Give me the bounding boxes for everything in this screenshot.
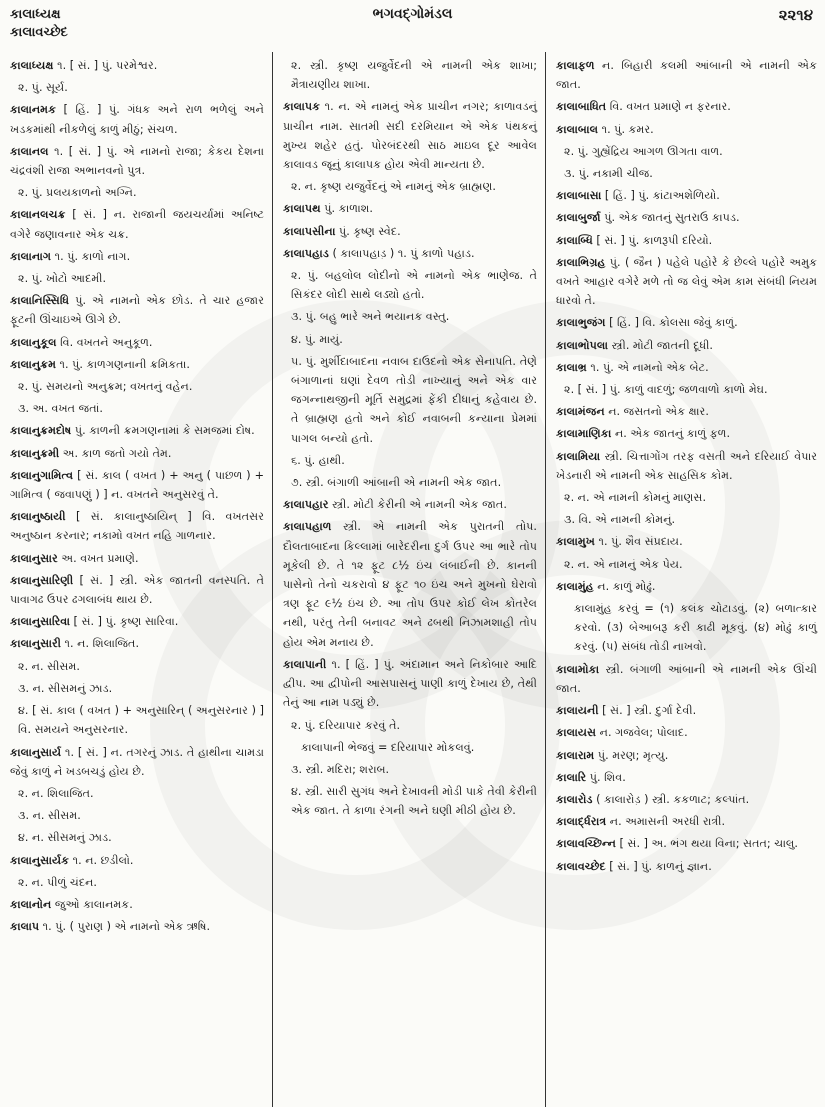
dictionary-entry — [10, 466, 264, 504]
dictionary-entry — [556, 660, 817, 698]
headword: કાલાપ — [10, 920, 40, 934]
dictionary-entry — [10, 507, 264, 545]
dictionary-entry — [283, 97, 537, 174]
headword: કાલાનુસારિણી — [10, 573, 74, 587]
headword: કાલાભુજંગ — [556, 316, 606, 330]
dictionary-entry — [10, 56, 264, 75]
usage-example: કાલાપાની ભેજવું = દરિયાપાર મોકલવું. — [301, 740, 475, 754]
headword: કાલાભોપલા — [556, 338, 609, 352]
sense-definition: ૩. સ્ત્રી. મદિરા; શરાબ. — [291, 762, 390, 776]
definition-text: ૧. પું. શૈવ સંપ્રદાય. — [594, 535, 683, 549]
definition-text: અ. વખત પ્રમાણે. — [57, 551, 139, 565]
sense-definition: ૩. અ. વખત જતાં. — [18, 402, 103, 416]
definition-text: ૧. પું. એ નામનો એક બેટ. — [586, 360, 709, 374]
definition-text: ૧. પું. ( પુરાણ ) એ નામનો એક ઋષિ. — [39, 920, 211, 934]
sense-definition: ૪. પું. માયું. — [291, 332, 343, 346]
column-1 — [0, 52, 273, 1107]
sense-definition: ૪. [ સં. કાલ ( વખત ) + અનુસારિન્ ( અનુસરનાર ) ] વિ. સમયને અનુસરનાર. — [18, 704, 264, 737]
sense-definition: ૩. ન. સીસમ. — [18, 809, 81, 823]
headword: કાલાર્દ્ધરાત્ર — [556, 815, 607, 829]
dictionary-entry — [10, 333, 264, 352]
definition-text: જુઓ કાલાનમક. — [51, 897, 133, 911]
headword: કાલાનુસાર — [10, 551, 58, 565]
guide-word-first: કાલાધ્યક્ષ — [10, 7, 61, 22]
headword: કાલાપહાર — [283, 498, 329, 512]
dictionary-entry — [556, 790, 817, 809]
headword: કાલાનુક્રમદોષ — [10, 424, 72, 438]
dictionary-entry — [10, 917, 264, 936]
headword: કાલાનુસાર્ય — [10, 745, 62, 759]
column-2 — [273, 52, 546, 1107]
definition-text: વિ. વખતને અનુકૂળ. — [56, 335, 153, 349]
headword: કાલાવચ્છિન્ન — [556, 837, 616, 851]
dictionary-entry — [283, 199, 537, 218]
sense-definition: ૨. સ્ત્રી. કૃષ્ણ યજુર્વેદની એ નામની એક શાખા; મૈત્રાયણીય શાખા. — [291, 59, 537, 92]
dictionary-entry — [10, 743, 264, 781]
sense-definition: ૫. પું. મુર્શીદાબાદના નવાબ દાઉદનો એક સેનાપતિ. તેણે બંગાળાનાં ઘણાં દેવળ તોડી નાખ્યાનું અને એક વાર જગન્નાથજીની મૂર્તિ સમુદ્રમાં ફેંકી દીધાનું કહેવાય છે. તે બ્રાહ્મણ હતો અને કોઈ નવાબની કન્યાના પ્રેમમાં પાગલ બન્યો હતો. — [291, 354, 537, 445]
definition-text: ૧. પું. કાળગણનાની ક્રમિકતા. — [55, 357, 190, 371]
dictionary-entry — [10, 549, 264, 568]
headword: કાલાભિગ્રહ — [556, 255, 606, 269]
sense-definition: ૨. પું. ગુહ્યેંદ્રિય આગળ ઊગતા વાળ. — [564, 144, 723, 158]
headword: કાલાપહાળ — [283, 520, 332, 534]
dictionary-entry — [556, 447, 817, 485]
dictionary-entry — [10, 291, 264, 329]
guide-word-last: કાલાવચ્છેદ — [10, 25, 68, 40]
definition-text: ૧. ન. છડીલો. — [69, 853, 134, 867]
definition-text: સ્ત્રી. મોટી જાતની દૂધી. — [608, 338, 713, 352]
definition-text: ( કાલારોડ઼ ) સ્ત્રી. કકળાટ; કલ્પાંત. — [592, 792, 750, 806]
headword: કાલાનાગ — [10, 249, 52, 263]
headword: કાલામોકા — [556, 662, 600, 676]
dictionary-entry — [283, 244, 537, 263]
dictionary-entry — [556, 358, 817, 377]
dictionary-entry — [10, 612, 264, 631]
headword: કાલાનુષ્ઠાયી — [10, 510, 66, 524]
dictionary-entry — [556, 56, 817, 94]
sense-definition: ૬. પું. હાથી. — [291, 453, 345, 467]
dictionary-entry — [556, 834, 817, 853]
headword: કાલાબ્ધિ — [556, 233, 593, 247]
headword: કાલારિ — [556, 770, 587, 784]
dictionary-entry — [283, 495, 537, 514]
definition-text: ન. ગજવેલ; પોલાદ. — [596, 726, 688, 740]
dictionary-entry — [10, 355, 264, 374]
sense-definition: ૨. પું. સૂર્ય. — [18, 81, 68, 95]
sense-definition: ૨. પું. ખોટો આદમી. — [18, 272, 107, 286]
definition-text: ૧. પું. કાળો નાગ. — [51, 249, 131, 263]
dictionary-entry — [556, 723, 817, 742]
dictionary-entry — [10, 100, 264, 138]
headword: કાલાપહાડ — [283, 246, 329, 260]
dictionary-entry — [10, 571, 264, 609]
headword: કાલાભ્ર — [556, 360, 587, 374]
sense-definition: ૨. [ સં. ] પું. કાળું વાદળું; જળવાળો કાળો મેઘ. — [564, 383, 768, 397]
definition-text: ૧. [ હિં. ] પું. અંદામાન અને નિકોબાર આદિ દ્વીપ. આ દ્વીપોની આસપાસનું પાણી કાળું દેખાય છે, તેથી તેનું આ નામ પડ્યું છે. — [283, 657, 537, 710]
sense-definition: ૩. પું. નકામી ચીજ. — [564, 167, 653, 181]
headword: કાલાનુકૂલ — [10, 335, 57, 349]
headword: કાલાનુગામિત્વ — [10, 468, 74, 482]
headword: કાલાનુસારિવા — [10, 615, 70, 629]
definition-text: પું. કાળની ક્રમગણનામાં કે સમજમાં દોષ. — [71, 424, 255, 438]
definition-text: પું. કૃષ્ણ સ્વેદ. — [335, 224, 401, 238]
dictionary-entry — [283, 517, 537, 651]
definition-text: સ્ત્રી. બંગાળી આંબાની એ નામની એક ઊંચી જાત. — [556, 662, 817, 695]
headword: કાલાનલચક્ર — [10, 208, 66, 222]
headword: કાલાબુર્જા — [556, 211, 601, 225]
sense-definition: ૨. ન. એ નામની કોમનું માણસ. — [564, 491, 707, 505]
page-header — [0, 0, 825, 52]
headword: કાલાપથ — [283, 202, 321, 216]
definition-text: પું. ( જૈન ) પહેલે પહોરે કે છેલ્લે પહોરે અમુક વખતે આહાર વગેરે મળે તો જ લેવું એમ કામ સંબંધી નિયમ ધારવો તે. — [556, 255, 817, 308]
headword: કાલાધ્યક્ષ — [10, 59, 54, 72]
dictionary-entry — [10, 851, 264, 870]
dictionary-entry — [10, 444, 264, 463]
definition-text: [ સં. ] પું. કૃષ્ણ સારિવા. — [70, 615, 179, 629]
definition-text: ન. એક જાતનું કાળું ફળ. — [611, 427, 730, 441]
definition-text: [ સં. કાલાનુષ્ઠાયિન્ ] વિ. વખતસર અનુષ્ઠાન કરનાર; નકામો વખત નહિ ગાળનાર. — [10, 510, 264, 543]
usage-example: કાલામુંહ કરવું = (૧) કલંક ચોટાડવું. (૨) બળાત્કાર કરવો. (૩) બેઆબરૂ કરી કાઢી મૂકવું. (૪) મોઢું કાળું કરવું. (૫) સંબંધ તોડી નાખવો. — [574, 602, 817, 654]
headword: કાલાનિસ્સિધિ — [10, 294, 70, 308]
definition-text: [ સં. ] અ. ભંગ થયા વિના; સતત; ચાલુ. — [615, 837, 798, 851]
dictionary-entry — [556, 97, 817, 116]
dictionary-entry — [10, 247, 264, 266]
dictionary-entry — [556, 336, 817, 355]
definition-text: ૧. [ સં. ] ન. તગરનું ઝાડ. તે હાથીના ચામડા જેવું કાળું ને ખડબચડું હોય છે. — [10, 745, 264, 778]
dictionary-title: ભગવદ્ગોમંડલ — [372, 6, 453, 22]
definition-text: ૧. [ સં. ] પું. એ નામનો રાજા; કેકય દેશના ચંદ્રવંશી રાજા અભાનવનો પુત્ર. — [10, 144, 264, 178]
definition-text: પું. એ નામનો એક છોડ. તે ચાર હજાર ફૂટની ઊંચાઇએ ઊગે છે. — [10, 294, 264, 327]
sense-definition: ૩. ન. સીસમનું ઝાડ. — [18, 681, 113, 695]
sense-definition: ૨. પું. પ્રલયકાળનો અગ્નિ. — [18, 186, 137, 200]
headword: કાલાફળ — [556, 59, 595, 72]
definition-text: [ હિં. ] વિ. કોલસા જેવું કાળું. — [605, 316, 738, 330]
definition-text: [ સં. ] સ્ત્રી. દુર્ગા દેવી. — [598, 704, 697, 718]
definition-text: [ સં. ] સ્ત્રી. એક જાતની વનસ્પતિ. તે પાવાગઢ ઉપર ઢગલાબંધ થાય છે. — [10, 573, 264, 607]
dictionary-entry — [10, 421, 264, 440]
definition-text: ૧. ન. શિલાજિત. — [60, 637, 140, 651]
headword: કાલારામ — [556, 748, 595, 762]
sense-definition: ૨. પું. બહલોલ લોદીનો એ નામનો એક ભાણેજ. તે સિકંદર લોદી સાથે લડ્યો હતો. — [291, 269, 537, 302]
dictionary-entry — [556, 253, 817, 311]
headword: કાલાનુક્રમી — [10, 446, 60, 460]
dictionary-entry — [10, 142, 264, 180]
dictionary-entry — [556, 768, 817, 787]
headword: કાલાનમક — [10, 103, 56, 117]
dictionary-entry — [556, 577, 817, 596]
headword: કાલાનુક્રમ — [10, 357, 56, 371]
headword: કાલાબાલ — [556, 122, 599, 136]
dictionary-entry — [283, 222, 537, 241]
dictionary-entry — [556, 812, 817, 831]
definition-text: [ સં. ] પું. કાળનું જ્ઞાન. — [605, 859, 712, 873]
headword: કાલામંજન — [556, 405, 605, 419]
definition-text: સ્ત્રી. એ નામની એક પુરાતની તોપ. દૌલતાબાદના કિલ્લામાં બારેદરીના દુર્ગ ઉપર આ ભારે તોપ મૂકેલી છે. તે ૧૨ ફૂટ ૮½ ઇંચ લંબાઈની છે. કાનની પાસેનો તેનો ચકરાવો ૪ ફૂટ ૧૦ ઇંચ અને મુખનો ઘેરાવો ત્રણ ફૂટ ૯½ ઇંચ છે. આ તોપ ઉપર કોઈ લેખ કોતરેલ નથી, પરંતુ તેની બનાવટ અને ઢબથી નિઝામશાહી તોપ હોય એમ મનાય છે. — [283, 520, 537, 649]
definition-text: [ સં. ] ન. રાજાની જયચર્યામાં અનિષ્ટ વગેરે જણાવનાર એક ચક્ર. — [10, 208, 264, 241]
dictionary-entry — [556, 208, 817, 227]
headword: કાલાપાની — [283, 657, 327, 671]
definition-text: પું. કાળાશ. — [320, 202, 373, 216]
dictionary-entry — [556, 857, 817, 876]
dictionary-entry — [10, 205, 264, 243]
headword: કાલાવચ્છેદ — [556, 859, 606, 873]
definition-text: [ સં. કાલ ( વખત ) + અનુ ( પાછળ ) + ગામિત્વ ( જવાપણું ) ] ન. વખતને અનુસરવું તે. — [10, 468, 264, 502]
definition-text: સ્ત્રી. મોટી કેરીની એ નામની એક જાત. — [328, 498, 507, 512]
sense-definition: ૭. સ્ત્રી. બંગાળી આંબાની એ નામની એક જાત. — [291, 476, 502, 490]
definition-text: અ. કાળ જતો ગયો તેમ. — [59, 446, 172, 460]
dictionary-entry — [10, 634, 264, 653]
headword: કાલાનોન — [10, 897, 52, 911]
dictionary-entry — [556, 701, 817, 720]
headword: કાલાયસ — [556, 726, 597, 740]
dictionary-entry — [556, 231, 817, 250]
sense-definition: ૨. ન. સીસમ. — [18, 659, 80, 673]
definition-text: ૧. પું. કમર. — [598, 122, 654, 136]
definition-text: પું. એક જાતનું સુતરાઉ કાપડ. — [600, 211, 740, 225]
headword: કાલાબાધિત — [556, 100, 607, 114]
dictionary-entry — [556, 313, 817, 332]
headword: કાલાપક — [283, 100, 320, 114]
definition-text: વિ. વખત પ્રમાણે ન ફરનાર. — [606, 100, 731, 114]
definition-text: [ હિં. ] પું. ગંધક અને રાળ ભળેલું અને ખડકમાંથી નીકળેલું કાળું મીઠું; સંચળ. — [10, 103, 264, 136]
sense-definition: ૩. વિ. એ નામની કોમનું. — [564, 513, 676, 527]
headword: કાલાનલ — [10, 144, 49, 158]
headword: કાલામિયા — [556, 449, 601, 463]
definition-text: ન. અમાસની અરધી રાત્રી. — [606, 815, 726, 829]
dictionary-entry — [556, 186, 817, 205]
page-number: ૨૨૧૪ — [778, 6, 813, 24]
definition-text: ( કાલાપહાડ઼ ) ૧. પું કાળો પહાડ. — [328, 246, 475, 260]
dictionary-entry — [556, 532, 817, 551]
sense-definition: ૨. પું. દરિયાપાર કરવું તે. — [291, 718, 401, 732]
headword: કાલામુખ — [556, 535, 595, 549]
dictionary-entry — [556, 424, 817, 443]
sense-definition: ૨. ન. પીળું ચંદન. — [18, 875, 97, 889]
definition-text: [ હિં. ] પું. કાંટાઅશેળિયો. — [601, 189, 720, 203]
definition-text: ન. કાળું મોઢું. — [593, 579, 656, 593]
sense-definition: ૨. ન. એ નામનું એક પેય. — [564, 557, 683, 571]
dictionary-entry — [556, 120, 817, 139]
definition-text: પું. શિવ. — [586, 770, 626, 784]
column-3 — [546, 52, 825, 1107]
headword: કાલાબાસા — [556, 189, 602, 203]
headword: કાલામાણિકા — [556, 427, 612, 441]
headword: કાલાપસીના — [283, 224, 336, 238]
sense-definition: ૨. પું. સમયનો અનુક્રમ; વખતનું વહેન. — [18, 380, 193, 394]
definition-text: ૧. [ સં. ] પું. પરમેશ્વર. — [53, 59, 158, 72]
definition-text: સ્ત્રી. ચિત્તાગોંગ તરફ વસતી અને દરિયાઈ વેપાર ખેડનારી એ નામની એક સાહસિક કોમ. — [556, 449, 817, 482]
sense-definition: ૪. ન. સીસમનું ઝાડ. — [18, 831, 112, 845]
definition-text: ૧. ન. એ નામનું એક પ્રાચીન નગર; કાળાવડનું પ્રાચીન નામ. સાતમી સદી દરમિયાન એ એક પંથકનું મુખ્ય શહેર હતું. પોરબંદરથી સાઠ માઇલ દૂર આવેલ કાલાવડ જૂનું કાલાપક હોય એવી માન્યતા છે. — [283, 100, 537, 172]
sense-definition: ૩. પું. બહુ ભારે અને ભયાનક વસ્તુ. — [291, 310, 450, 324]
sense-definition: ૨. ન. શિલાજિત. — [18, 786, 94, 800]
dictionary-entry — [283, 655, 537, 713]
headword: કાલાનુસારી — [10, 637, 61, 651]
sense-definition: ૨. ન. કૃષ્ણ યજુર્વેદનું એ નામનું એક બ્રાહ્મણ. — [291, 180, 496, 194]
headword: કાલાનુસાર્યક — [10, 853, 70, 867]
dictionary-entry — [10, 895, 264, 914]
headword: કાલાયની — [556, 704, 599, 718]
sense-definition: ૪. સ્ત્રી. સારી સુગંધ અને દેખાવની મોડી પાકે તેવી કેરીની એક જાત. તે કાળા રંગની અને ઘણી મીઠી હોય છે. — [291, 785, 537, 818]
definition-text: [ સં. ] પું. કાળરૂપી દરિયો. — [592, 233, 713, 247]
headword: કાલામુંહ — [556, 579, 594, 593]
dictionary-entry — [556, 746, 817, 765]
definition-text: ન. જસતનો એક ક્ષાર. — [604, 405, 709, 419]
dictionary-entry — [556, 402, 817, 421]
headword: કાલારોડ — [556, 792, 593, 806]
dictionary-columns — [0, 52, 825, 1107]
definition-text: પું. મરણ; મૃત્યુ. — [594, 748, 669, 762]
definition-text: ન. બિહારી કલમી આંબાની એ નામની એક જાત. — [556, 59, 817, 92]
